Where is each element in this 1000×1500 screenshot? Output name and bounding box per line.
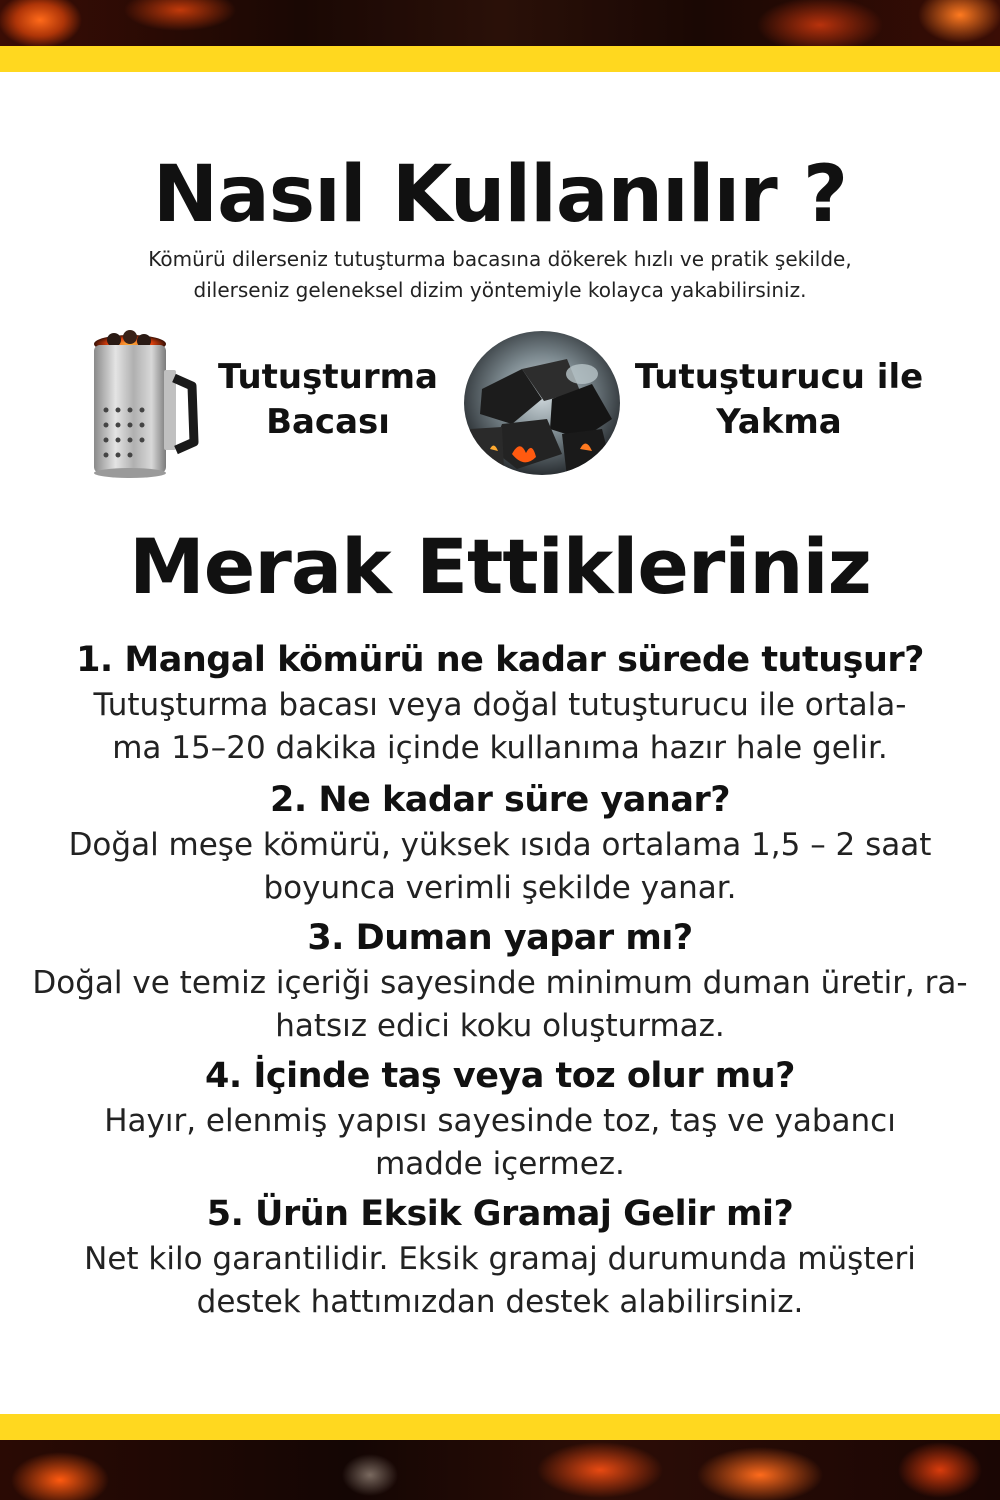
- method-label-chimney-line-2: Bacası: [266, 402, 390, 442]
- faq-item: [20, 914, 980, 1048]
- method-label-lighter-line-1: Tutuşturucu ile: [634, 357, 924, 397]
- faq-item: [20, 1190, 980, 1324]
- faq-answer-line: hatsız edici koku oluşturmaz.: [275, 1008, 725, 1044]
- method-label-chimney-line-1: Tutuşturma: [218, 357, 438, 397]
- faq-answer-line: destek hattımızdan destek alabilirsiniz.: [196, 1284, 804, 1320]
- faq-answer-line: Doğal meşe kömürü, yüksek ısıda ortalama 1,5 – 2 saat: [68, 827, 932, 863]
- faq-answer: [20, 824, 980, 910]
- faq-item: [20, 1052, 980, 1186]
- faq-answer-line: boyunca verimli şekilde yanar.: [263, 870, 737, 906]
- faq-question: 4. İçinde taş veya toz olur mu?: [205, 1056, 795, 1096]
- top-fire-banner: [0, 0, 1000, 46]
- bottom-yellow-stripe: [0, 1414, 1000, 1440]
- charcoal-lighter-icon: [462, 329, 622, 477]
- method-label-lighter-line-2: Yakma: [716, 402, 842, 442]
- bottom-fire-banner: [0, 1440, 1000, 1500]
- faq-list: [20, 636, 980, 1324]
- faq-answer: [20, 962, 980, 1048]
- faq-answer-line: Net kilo garantilidir. Eksik gramaj durumunda müşteri: [84, 1241, 916, 1277]
- faq-question: 5. Ürün Eksik Gramaj Gelir mi?: [206, 1194, 794, 1234]
- faq-answer-line: madde içermez.: [375, 1146, 625, 1182]
- faq-question: 2. Ne kadar süre yanar?: [269, 780, 731, 820]
- top-yellow-stripe: [0, 46, 1000, 72]
- faq-item: [20, 636, 980, 770]
- faq-answer: [20, 684, 980, 770]
- subtitle-line-2: dilerseniz geleneksel dizim yöntemiyle kolayca yakabilirsiniz.: [193, 278, 807, 302]
- method-label-lighter: [628, 355, 930, 445]
- faq-answer: [20, 1238, 980, 1324]
- faq-answer-line: Hayır, elenmiş yapısı sayesinde toz, taş ve yabancı: [104, 1103, 896, 1139]
- faq-question: 1. Mangal kömürü ne kadar sürede tutuşur?: [76, 640, 924, 680]
- method-row: [80, 325, 940, 485]
- faq-answer-line: ma 15–20 dakika içinde kullanıma hazır hale gelir.: [112, 730, 888, 766]
- faq-answer-line: Tutuşturma bacası veya doğal tutuşturucu ile ortala-: [93, 687, 907, 723]
- method-label-chimney: [208, 355, 448, 445]
- faq-answer: [20, 1100, 980, 1186]
- faq-item: [20, 776, 980, 910]
- subtitle-line-1: Kömürü dilerseniz tutuşturma bacasına dökerek hızlı ve pratik şekilde,: [148, 247, 852, 271]
- faq-title: Merak Ettikleriniz: [129, 522, 871, 611]
- chimney-starter-icon: [84, 330, 210, 480]
- page-title: Nasıl Kullanılır ?: [152, 150, 848, 240]
- faq-answer-line: Doğal ve temiz içeriği sayesinde minimum duman üretir, ra-: [32, 965, 968, 1001]
- faq-question: 3. Duman yapar mı?: [307, 918, 693, 958]
